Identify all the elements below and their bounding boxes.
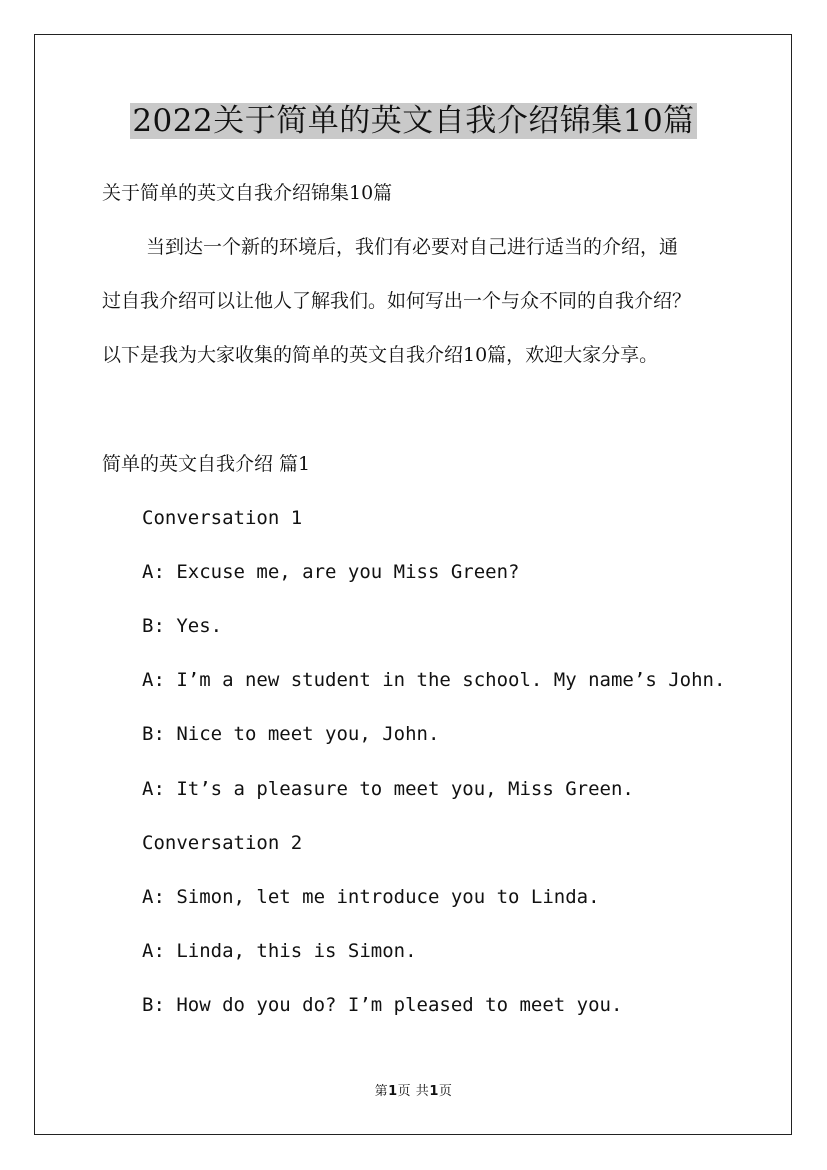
dialog-line: A: Linda, this is Simon. — [142, 940, 417, 962]
intro-line-3: 以下是我为大家收集的简单的英文自我介绍10篇，欢迎大家分享。 — [102, 344, 659, 366]
dialog-line: Conversation 2 — [142, 832, 303, 854]
dialog-line: B: Nice to meet you, John. — [142, 723, 440, 745]
dialog-line: A: Excuse me, are you Miss Green? — [142, 561, 520, 583]
dialog-line: Conversation 1 — [142, 507, 303, 529]
footer-page-suffix: 页 — [438, 1084, 453, 1099]
document-subtitle: 关于简单的英文自我介绍锦集10篇 — [102, 182, 393, 204]
dialog-line: B: How do you do? I’m pleased to meet you. — [142, 994, 623, 1016]
footer-page-prefix: 第 — [374, 1084, 389, 1099]
dialog-line: A: It’s a pleasure to meet you, Miss Green. — [142, 778, 634, 800]
page-footer — [0, 1083, 827, 1101]
intro-line-1: 当到达一个新的环境后，我们有必要对自己进行适当的介绍，通 — [146, 236, 679, 258]
dialog-line: A: I’m a new student in the school. My name’s John. — [142, 669, 726, 691]
section-heading: 简单的英文自我介绍 篇1 — [102, 453, 311, 475]
document-title — [0, 101, 827, 141]
intro-line-2: 过自我介绍可以让他人了解我们。如何写出一个与众不同的自我介绍？ — [102, 290, 692, 312]
document-title-text: 2022关于简单的英文自我介绍锦集10篇 — [132, 103, 695, 139]
dialog-line: B: Yes. — [142, 615, 223, 637]
footer-page-total: 1 — [429, 1084, 439, 1099]
footer-page-number: 1 — [388, 1084, 398, 1099]
footer-page-mid: 页 共 — [397, 1084, 430, 1099]
dialog-line: A: Simon, let me introduce you to Linda. — [142, 886, 600, 908]
